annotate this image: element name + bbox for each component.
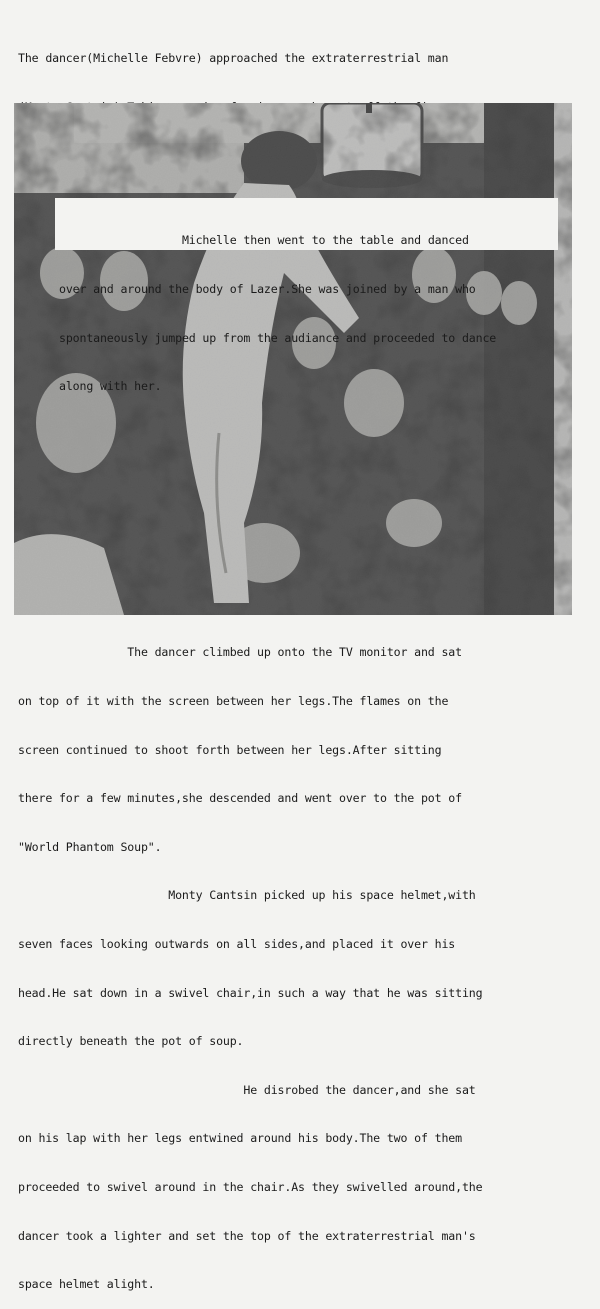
outro-line: "World Phantom Soup". xyxy=(18,839,162,854)
outro-paragraph xyxy=(18,612,482,1309)
outro-line: screen continued to shoot forth between her legs.After sitting xyxy=(18,742,442,757)
outro-line: He disrobed the dancer,and she sat xyxy=(18,1082,476,1097)
outro-line: Monty Cantsin picked up his space helmet,with xyxy=(18,888,476,903)
caption-line: Michelle then went to the table and danced xyxy=(59,233,469,248)
intro-line: The dancer(Michelle Febvre) approached the extraterrestrial man xyxy=(18,51,449,66)
outro-line: The dancer climbed up onto the TV monitor and sat xyxy=(18,645,462,660)
outro-line: directly beneath the pot of soup. xyxy=(18,1034,244,1049)
outro-line: space helmet alight. xyxy=(18,1277,155,1292)
outro-line: there for a few minutes,she descended and went over to the pot of xyxy=(18,791,462,806)
photo-caption xyxy=(55,198,558,394)
caption-line: spontaneously jumped up from the audiance and proceeded to dance xyxy=(59,330,497,345)
caption-line: along with her. xyxy=(59,379,162,394)
outro-line: on his lap with her legs entwined around his body.The two of them xyxy=(18,1131,462,1146)
outro-line: dancer took a lighter and set the top of the extraterrestrial man's xyxy=(18,1228,476,1243)
outro-line: seven faces looking outwards on all sides,and placed it over his xyxy=(18,936,456,951)
outro-line: head.He sat down in a swivel chair,in such a way that he was sitting xyxy=(18,985,483,1000)
outro-line: proceeded to swivel around in the chair.As they swivelled around,the xyxy=(18,1179,483,1194)
outro-line: on top of it with the screen between her legs.The flames on the xyxy=(18,694,449,708)
caption-line: over and around the body of Lazer.She was joined by a man who xyxy=(59,282,476,297)
